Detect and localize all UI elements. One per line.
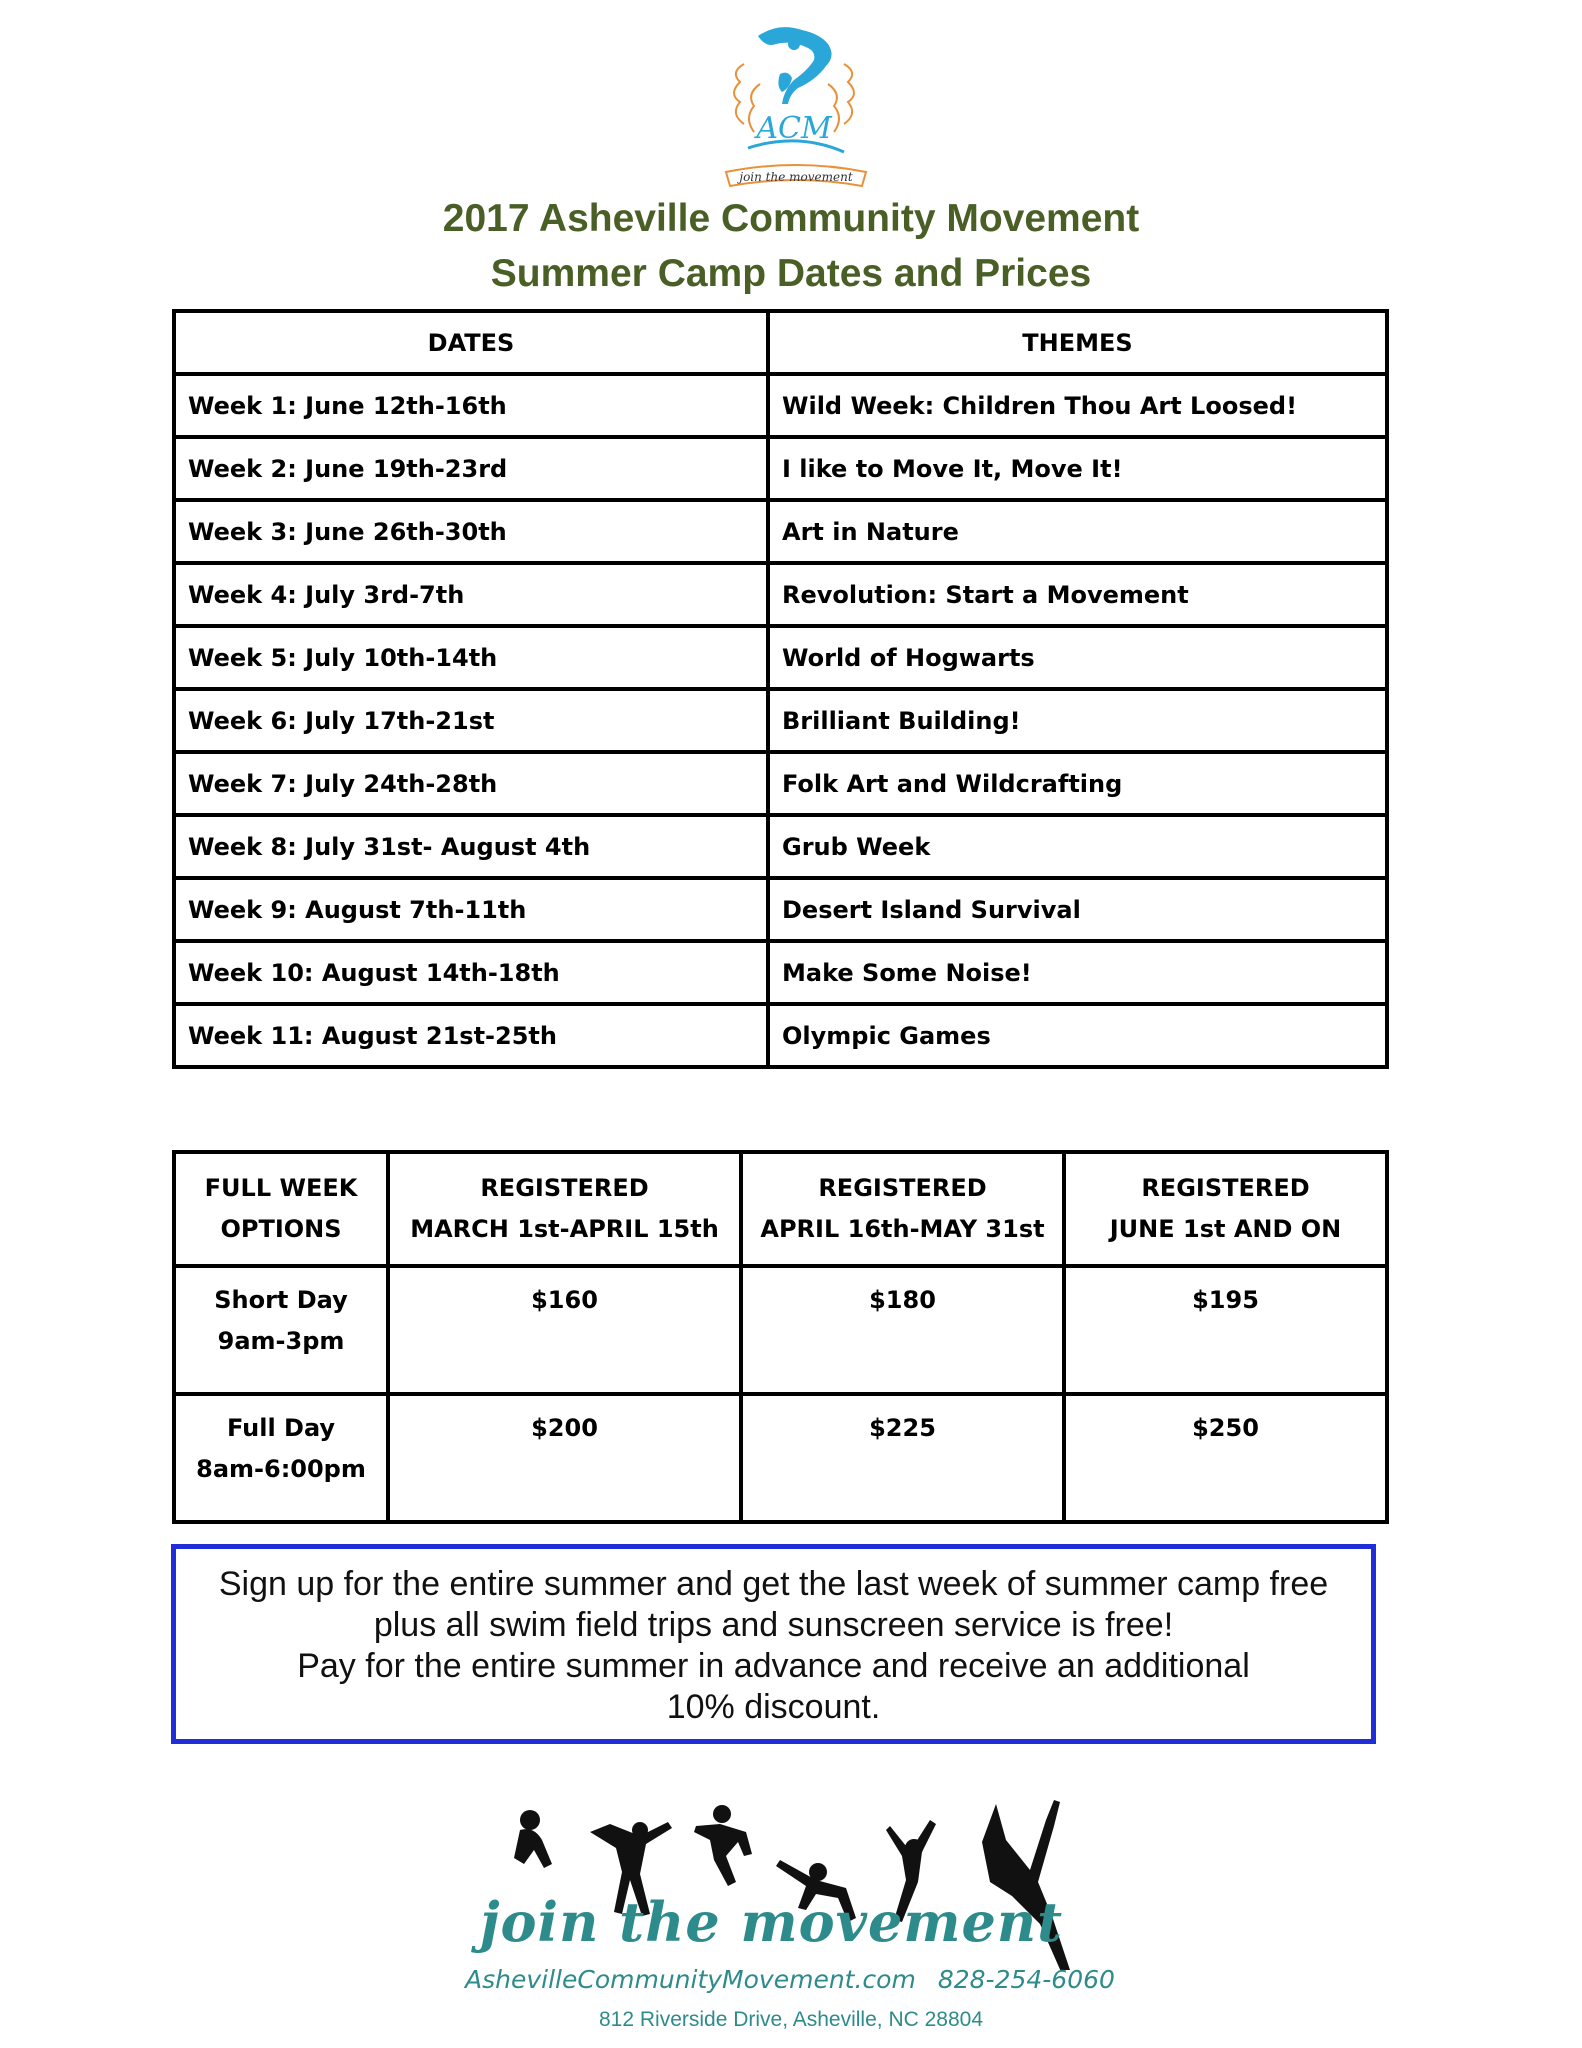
price-cell: $195 <box>1064 1266 1387 1394</box>
prices-table <box>172 1150 1389 1524</box>
price-cell: $250 <box>1064 1394 1387 1522</box>
schedule-table <box>172 309 1389 1069</box>
week-theme: Folk Art and Wildcrafting <box>768 752 1387 815</box>
late-registration-header: REGISTERED JUNE 1st AND ON <box>1064 1152 1387 1266</box>
week-dates: Week 1: June 12th-16th <box>174 374 768 437</box>
week-dates: Week 9: August 7th-11th <box>174 878 768 941</box>
week-dates: Week 4: July 3rd-7th <box>174 563 768 626</box>
week-theme: Make Some Noise! <box>768 941 1387 1004</box>
footer-slogan: join the movement <box>480 1890 1064 1954</box>
mid-registration-header: REGISTERED APRIL 16th-MAY 31st <box>741 1152 1064 1266</box>
week-theme: Olympic Games <box>768 1004 1387 1067</box>
week-dates: Week 2: June 19th-23rd <box>174 437 768 500</box>
week-theme: World of Hogwarts <box>768 626 1387 689</box>
schedule-header-row <box>174 311 1387 374</box>
page-title: 2017 Asheville Community Movement <box>442 197 1140 240</box>
price-cell: $225 <box>741 1394 1064 1522</box>
price-row-short-day <box>174 1266 1387 1394</box>
schedule-row <box>174 437 1387 500</box>
camp-logo <box>714 14 874 192</box>
week-dates: Week 8: July 31st- August 4th <box>174 815 768 878</box>
dancer-logo-icon <box>714 14 874 192</box>
promo-line: Sign up for the entire summer and get the last week of summer camp free <box>218 1565 1329 1603</box>
schedule-row <box>174 374 1387 437</box>
week-theme: Grub Week <box>768 815 1387 878</box>
schedule-row <box>174 878 1387 941</box>
monogram-text: ACM <box>756 111 832 146</box>
themes-header: THEMES <box>768 311 1387 374</box>
week-dates: Week 3: June 26th-30th <box>174 500 768 563</box>
week-theme: Desert Island Survival <box>768 878 1387 941</box>
week-theme: Brilliant Building! <box>768 689 1387 752</box>
schedule-row <box>174 815 1387 878</box>
price-cell: $180 <box>741 1266 1064 1394</box>
promo-box <box>171 1544 1376 1744</box>
schedule-row <box>174 752 1387 815</box>
schedule-row <box>174 500 1387 563</box>
footer-address: 812 Riverside Drive, Asheville, NC 28804 <box>598 2008 984 2031</box>
logo-tagline: join the movement <box>739 170 853 184</box>
week-dates: Week 10: August 14th-18th <box>174 941 768 1004</box>
promo-line: plus all swim field trips and sunscreen service is free! <box>373 1606 1174 1644</box>
week-dates: Week 7: July 24th-28th <box>174 752 768 815</box>
schedule-row <box>174 563 1387 626</box>
price-cell: $200 <box>388 1394 741 1522</box>
schedule-row <box>174 626 1387 689</box>
page-subtitle: Summer Camp Dates and Prices <box>490 252 1092 295</box>
price-row-full-day <box>174 1394 1387 1522</box>
options-header: FULL WEEK OPTIONS <box>174 1152 388 1266</box>
week-theme: Wild Week: Children Thou Art Loosed! <box>768 374 1387 437</box>
schedule-row <box>174 941 1387 1004</box>
schedule-row <box>174 1004 1387 1067</box>
week-dates: Week 11: August 21st-25th <box>174 1004 768 1067</box>
dates-header: DATES <box>174 311 768 374</box>
week-dates: Week 5: July 10th-14th <box>174 626 768 689</box>
phone-number: 828-254-6060 <box>937 1965 1115 1994</box>
prices-header-row <box>174 1152 1387 1266</box>
week-theme: Revolution: Start a Movement <box>768 563 1387 626</box>
early-registration-header: REGISTERED MARCH 1st-APRIL 15th <box>388 1152 741 1266</box>
website-link[interactable]: AshevilleCommunityMovement.com <box>465 1965 916 1994</box>
week-theme: I like to Move It, Move It! <box>768 437 1387 500</box>
week-dates: Week 6: July 17th-21st <box>174 689 768 752</box>
schedule-row <box>174 689 1387 752</box>
week-theme: Art in Nature <box>768 500 1387 563</box>
promo-line: 10% discount. <box>666 1688 881 1726</box>
price-cell: $160 <box>388 1266 741 1394</box>
footer-contact <box>465 1965 1115 1994</box>
option-cell: Short Day 9am-3pm <box>174 1266 388 1394</box>
option-cell: Full Day 8am-6:00pm <box>174 1394 388 1522</box>
promo-line: Pay for the entire summer in advance and receive an additional <box>297 1647 1250 1685</box>
